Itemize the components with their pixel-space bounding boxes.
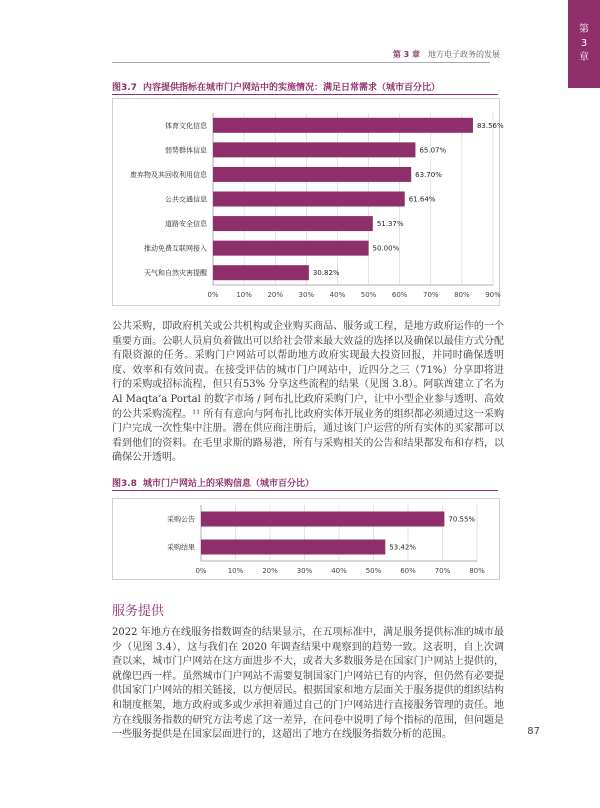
category-label: 体育文化信息 <box>165 121 207 130</box>
header-divider <box>112 62 490 63</box>
x-tick-label: 80% <box>469 567 485 575</box>
x-tick-label: 40% <box>331 567 347 575</box>
category-label: 弱势群体信息 <box>165 146 207 155</box>
bar <box>213 167 411 182</box>
chapter-side-tab <box>568 0 600 88</box>
page-number: 87 <box>527 726 540 737</box>
bar <box>201 512 444 527</box>
x-tick-label: 30% <box>296 567 313 575</box>
data-label: 53.42% <box>389 543 417 552</box>
figure-3-8-title: 城市门户网站上的采购信息（城市百分比） <box>142 479 314 489</box>
data-label: 51.37% <box>376 220 404 229</box>
section-heading-service-delivery: 服务提供 <box>112 604 165 619</box>
data-label: 65.07% <box>419 146 447 155</box>
category-label: 废弃物及其回收利用信息 <box>130 170 207 179</box>
category-label: 公共交通信息 <box>165 195 207 204</box>
x-tick-label: 30% <box>298 291 315 299</box>
category-label: 天气和自然灾害提醒 <box>144 269 207 278</box>
bar <box>213 241 369 256</box>
x-tick-label: 10% <box>227 567 244 575</box>
x-tick-label: 50% <box>365 567 382 575</box>
data-label: 30.82% <box>312 269 340 278</box>
figure-3-7-title: 内容提供指标在城市门户网站中的实施情况：满足日常需求（城市百分比） <box>142 83 440 93</box>
x-tick-label: 20% <box>262 567 278 575</box>
x-tick-label: 60% <box>400 567 416 575</box>
x-tick-label: 10% <box>236 291 252 299</box>
side-tab-char-1: 第 <box>579 24 589 35</box>
body-paragraph-procurement: 公共采购，即政府机关或公共机构或企业购买商品、服务或工程，是地方政府运作的一个重要方面。公职人员肩负着做出可以给社会带来最大效益的选择以及确保以最佳方式分配有限资源的任务。采购门户网站可以帮助地方政府实现最大投资回报，并同时确保透明度、效率和有效问责。在接受评估的城市门户网站中，近四分之三（71%）分享即将进行的采购或招标流程，但只有53% 分享这些流程的结果（见图 3.8）。阿联酋建立了名为 Al Maqta’a Portal 的数字市场 / 阿布扎比政府采购门户，让中小型企业参与透明、高效的公共采购流程。¹¹ 所有有意向与阿布扎比政府实体开展业务的组织都必须通过这一采购门户完成一次性集中注册。潜在供应商注册后，通过该门户运营的所有实体的买家都可以看到他们的资料。在毛里求斯的路易港，所有与采购相关的公告和结果都发布和存档，以确保公开透明。 <box>112 321 504 464</box>
x-tick-label: 50% <box>360 291 377 299</box>
bar <box>213 216 373 231</box>
x-tick-label: 40% <box>329 291 346 299</box>
bar <box>213 265 309 280</box>
figure-3-7-frame <box>112 98 504 306</box>
bar <box>201 540 385 555</box>
category-label: 采购公告 <box>167 515 195 524</box>
x-tick-label: 0% <box>207 291 219 299</box>
data-label: 61.64% <box>408 195 436 204</box>
side-tab-char-3: 章 <box>579 52 589 63</box>
figure-3-8-caption <box>112 476 314 489</box>
category-label: 采购结果 <box>167 543 195 552</box>
figure-3-8-rule <box>112 490 498 491</box>
x-tick-label: 80% <box>454 291 470 299</box>
body-paragraph-service-delivery: 2022 年地方在线服务指数调查的结果显示，在五项标准中，满足服务提供标准的城市最少（见图 3.4），这与我们在 2020 年调查结果中观察到的趋势一致。这表明，自上次调查以来，城市门户网站在这方面进步不大，或者大多数服务是在国家门户网站上提供的，就像巴西一样。虽然城市门户网站不需要复制国家门户网站已有的内容，但仍然有必要提供国家门户网站的相关链接，以方便居民。根据国家和地方层面关于服务提供的组织结构和制度框架，地方政府或多或少承担着通过自己的门户网站进行直接服务管理的责任。地方在线服务指数的研究方法考虑了这一差异，在问卷中说明了每个指标的范围，但问题是一些服务提供是在国家层面进行的，这超出了地方在线服务指数分析的范围。 <box>112 627 504 741</box>
figure-3-7-number: 图3.7 <box>112 83 137 93</box>
x-tick-label: 0% <box>195 567 207 575</box>
category-label: 推动免费互联网接入 <box>144 244 207 253</box>
category-label: 道路安全信息 <box>165 220 207 229</box>
bar <box>213 142 415 157</box>
bar <box>213 118 473 133</box>
figure-3-8-number: 图3.8 <box>112 479 137 489</box>
figure-3-8-chart <box>113 499 499 579</box>
figure-3-7-chart <box>113 99 504 305</box>
x-tick-label: 90% <box>485 291 501 299</box>
figure-3-7-rule <box>112 94 498 95</box>
x-tick-label: 20% <box>267 291 284 299</box>
data-label: 83.56% <box>476 121 504 130</box>
x-tick-label: 60% <box>391 291 408 299</box>
running-header-title: 地方电子政务的发展 <box>428 50 500 59</box>
x-tick-label: 70% <box>434 567 451 575</box>
x-tick-label: 70% <box>422 291 439 299</box>
figure-3-7-caption <box>112 80 440 93</box>
figure-3-8-frame <box>112 498 500 580</box>
running-header-chapter: 第 3 章 <box>392 50 420 59</box>
data-label: 70.55% <box>448 515 476 524</box>
data-label: 50.00% <box>372 244 400 253</box>
side-tab-char-2: 3 <box>580 38 588 49</box>
data-label: 63.70% <box>415 170 442 179</box>
bar <box>213 192 405 207</box>
running-header <box>393 49 500 60</box>
